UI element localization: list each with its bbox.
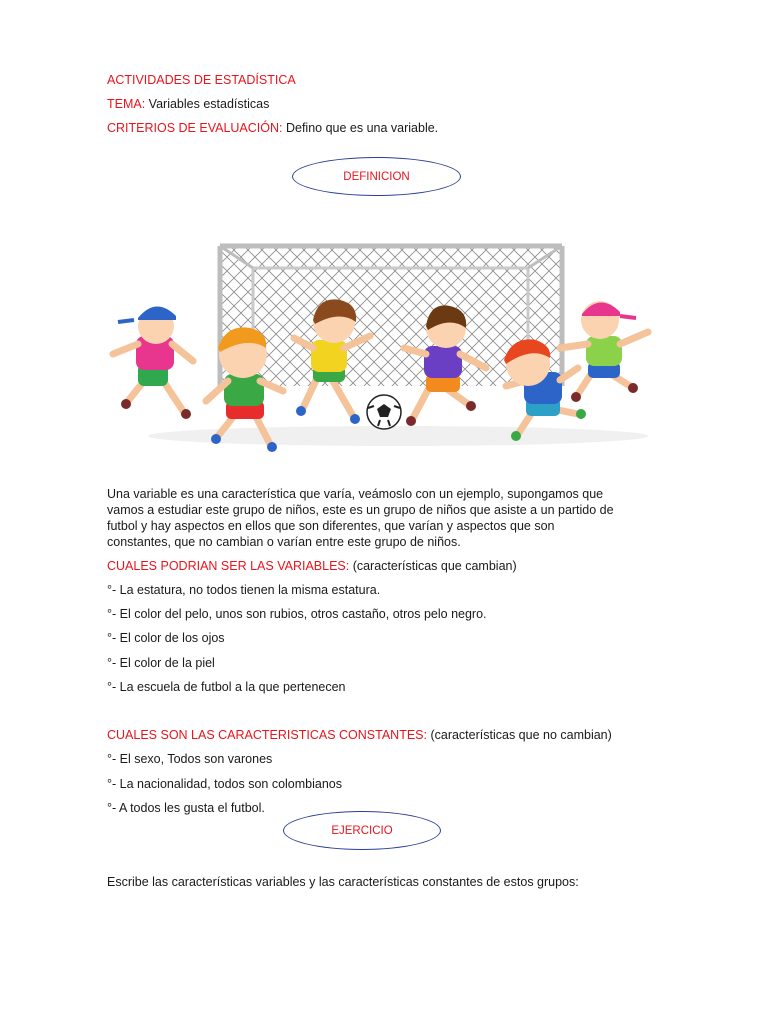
definition-paragraph xyxy=(107,486,667,550)
definicion-oval: DEFINICION xyxy=(292,157,461,196)
document-title: ACTIVIDADES DE ESTADÍSTICA xyxy=(107,73,296,87)
variable-item: °- La estatura, no todos tienen la misma estatura. xyxy=(107,583,381,597)
paragraph-line: constantes, que no cambian o varían entre este grupo de niños. xyxy=(107,535,461,549)
paragraph-line: Una variable es una característica que varía, veámoslo con un ejemplo, supongamos que xyxy=(107,487,604,501)
variables-note: (características que cambian) xyxy=(349,559,517,573)
constantes-note: (características que no cambian) xyxy=(426,728,612,742)
kid-red-cap xyxy=(560,301,648,402)
constantes-heading-line xyxy=(107,727,612,743)
constantes-heading: CUALES SON LAS CARACTERISTICAS CONSTANTES: xyxy=(107,728,427,742)
ejercicio-oval: EJERCICIO xyxy=(283,811,441,850)
exercise-instruction: Escribe las características variables y las características constantes de estos grupos: xyxy=(107,875,579,889)
variables-heading-line xyxy=(107,558,517,574)
kids-playing-football-illustration xyxy=(108,236,660,458)
variable-item: °- El color de la piel xyxy=(107,656,215,670)
constant-item: °- El sexo, Todos son varones xyxy=(107,752,273,766)
kid-blue-cap xyxy=(113,306,193,419)
criterios-line xyxy=(107,120,438,136)
tema-value: Variables estadísticas xyxy=(145,97,270,111)
soccer-ball xyxy=(367,395,401,429)
variables-heading: CUALES PODRIAN SER LAS VARIABLES: xyxy=(107,559,350,573)
criterios-value: Defino que es una variable. xyxy=(282,121,439,135)
criterios-label: CRITERIOS DE EVALUACIÓN: xyxy=(107,121,283,135)
variable-item: °- El color de los ojos xyxy=(107,631,225,645)
variable-item: °- La escuela de futbol a la que pertenecen xyxy=(107,680,346,694)
paragraph-line: futbol y hay aspectos en ellos que son diferentes, que varían y aspectos que son xyxy=(107,519,555,533)
constant-item: °- La nacionalidad, todos son colombianos xyxy=(107,777,343,791)
variable-item: °- El color del pelo, unos son rubios, otros castaño, otros pelo negro. xyxy=(107,607,487,621)
paragraph-line: vamos a estudiar este grupo de niños, este es un grupo de niños que asiste a un partido de xyxy=(107,503,614,517)
tema-line xyxy=(107,96,269,112)
constant-item: °- A todos les gusta el futbol. xyxy=(107,801,265,815)
kid-red-hair xyxy=(504,339,586,441)
tema-label: TEMA: xyxy=(107,97,146,111)
